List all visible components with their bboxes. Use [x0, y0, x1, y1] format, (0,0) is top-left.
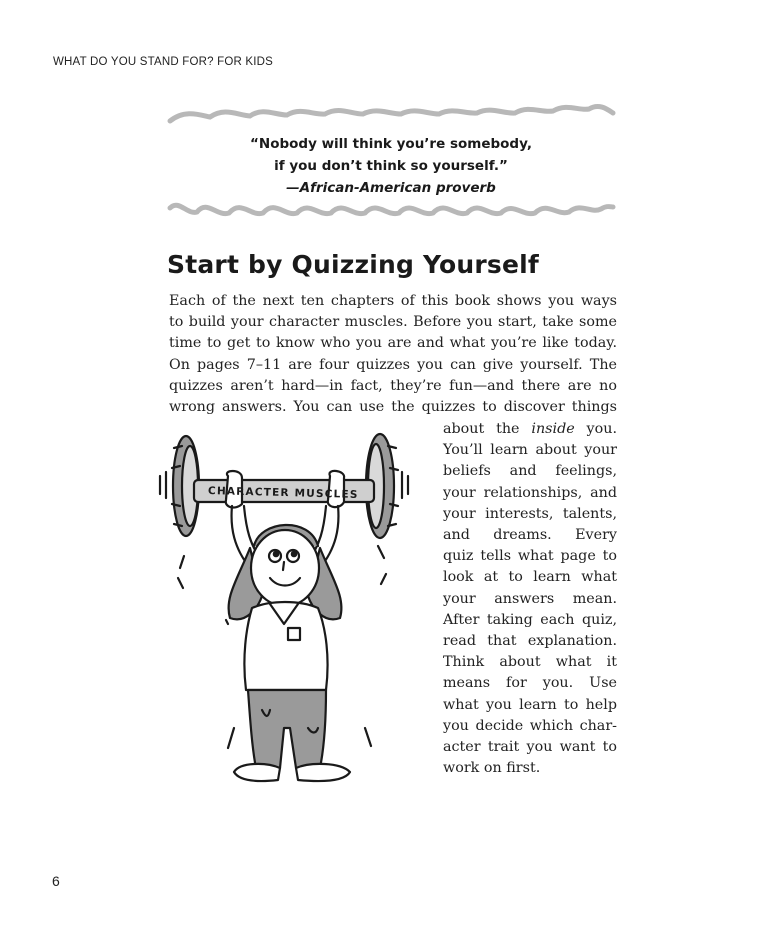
body-line: After taking each quiz,: [443, 611, 617, 628]
body-line: means for you. Use: [443, 675, 617, 692]
quote-attribution: —African-American proverb: [286, 180, 496, 196]
body-line: your relationships, and: [443, 484, 617, 501]
section-title: Start by Quizzing Yourself: [167, 250, 539, 279]
body-paragraph-top: [169, 291, 617, 418]
body-line: what you learn to help: [443, 696, 617, 713]
body-line: Think about what it: [443, 654, 617, 671]
barbell-label: CHARACTER MUSCLES: [207, 485, 359, 501]
body-line: look at to learn what: [443, 569, 617, 586]
body-line: work on first.: [443, 760, 541, 777]
quote-line-1: “Nobody will think you’re somebody,: [250, 136, 532, 152]
body-line: read that explanation.: [443, 633, 617, 650]
body-line: Each of the next ten chapters of this book shows you ways: [169, 293, 617, 309]
girl-lifting-barbell-drawing: [150, 428, 415, 793]
body-line: quiz tells what page to: [443, 548, 617, 565]
body-paragraph-side: [443, 419, 617, 779]
emphasis-inside: inside: [531, 421, 575, 437]
body-line: and dreams. Every: [443, 527, 617, 544]
body-line: On pages 7–11 are four quizzes you can give yourself. The: [169, 356, 617, 373]
body-line: wrong answers. You can use the quizzes to discover things: [169, 399, 617, 416]
body-line: to build your character muscles. Before you start, take some: [169, 314, 617, 331]
quote-line-2: if you don’t think so yourself.”: [274, 158, 508, 174]
body-line: time to get to know who you are and what you’re like today.: [169, 335, 617, 352]
body-line: your interests, talents,: [443, 505, 617, 522]
body-text-run: you.: [574, 421, 617, 437]
page-number: 6: [52, 873, 60, 889]
body-text-run: about the: [443, 421, 532, 437]
body-line: acter trait you want to: [443, 739, 617, 756]
running-head: WHAT DO YOU STAND FOR? FOR KIDS: [53, 56, 274, 68]
weightlifter-illustration: [150, 428, 415, 798]
body-line: your answers mean.: [443, 590, 617, 607]
quote-box: [165, 95, 617, 230]
body-line: you decide which char-: [443, 717, 617, 734]
body-line: [443, 419, 617, 440]
body-line: You’ll learn about your: [443, 442, 617, 459]
body-line: quizzes aren’t hard—in fact, they’re fun—and there are no: [169, 377, 617, 394]
quote-text: [165, 133, 617, 199]
body-line: beliefs and feelings,: [443, 463, 617, 480]
